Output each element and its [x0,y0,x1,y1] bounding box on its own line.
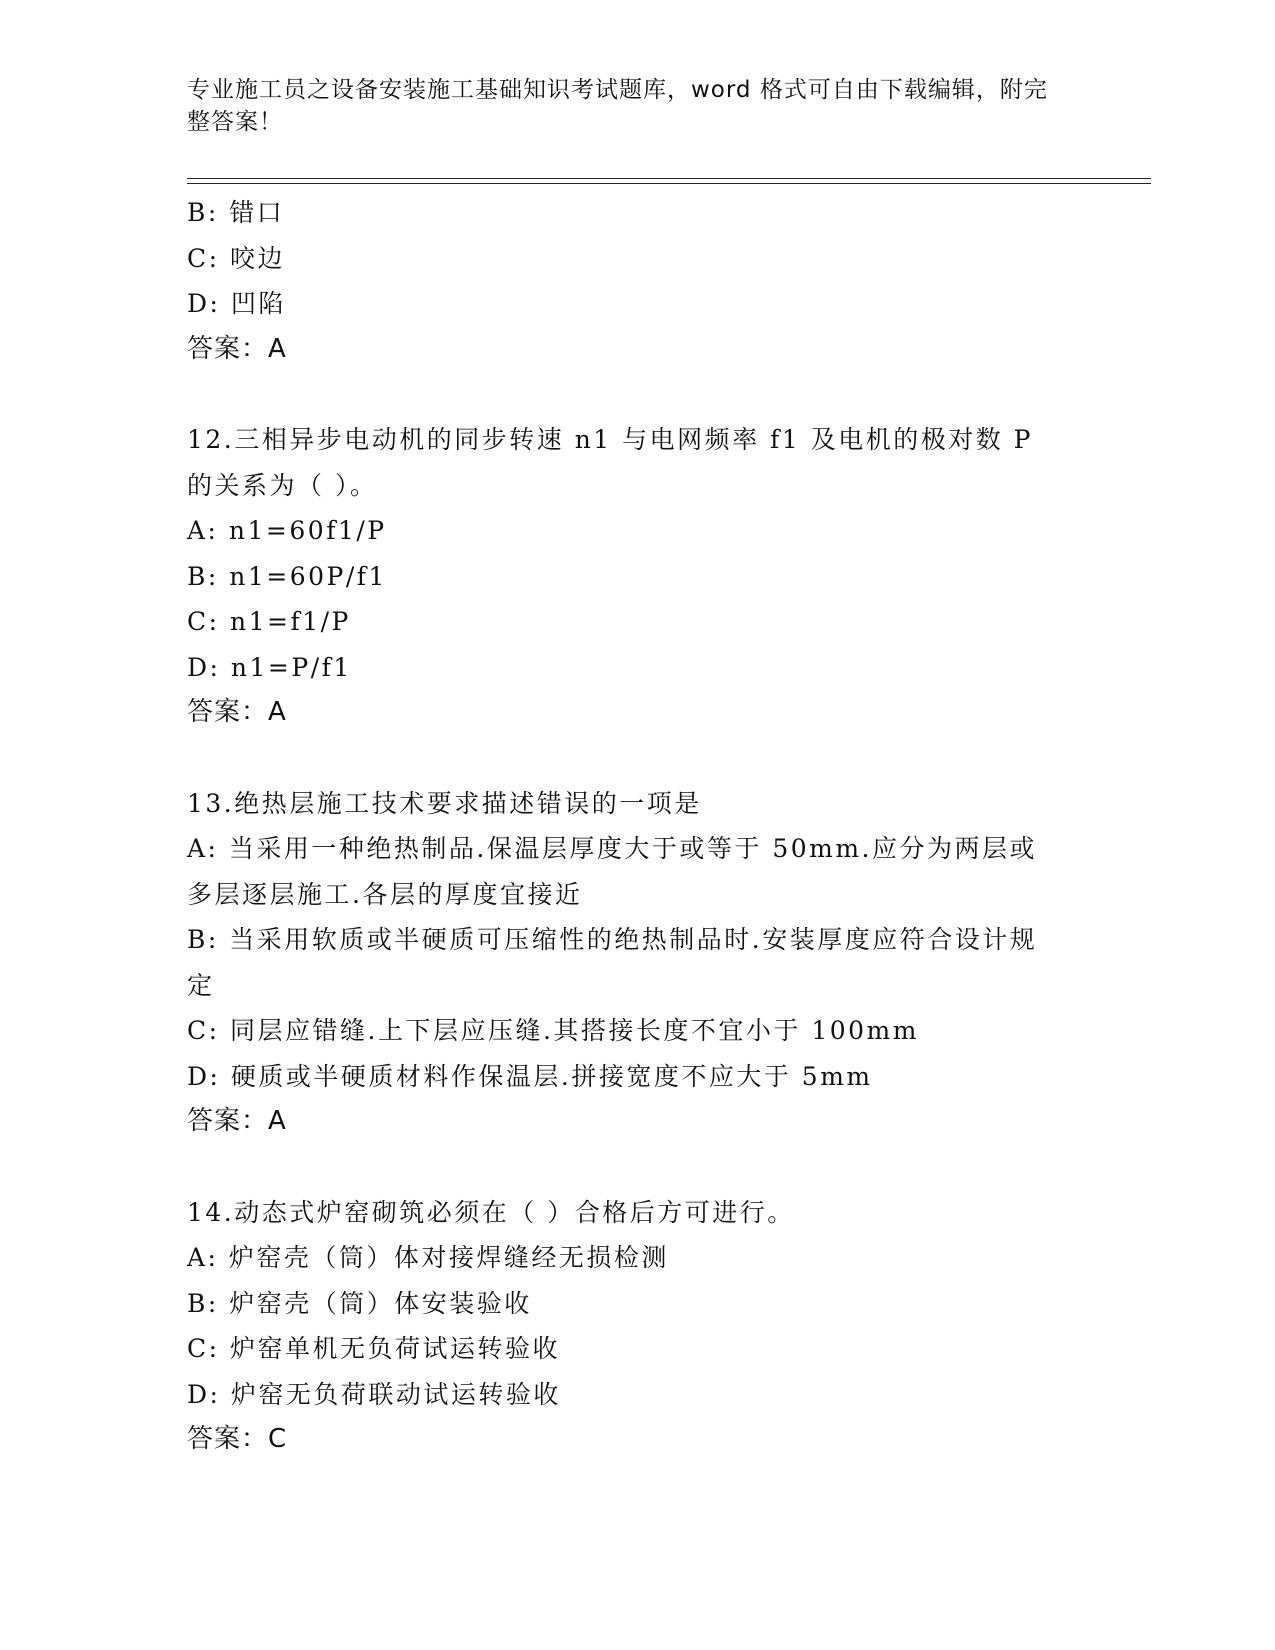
option-b: B: n1=60P/f1 [187,561,387,591]
document-header: 专业施工员之设备安装施工基础知识考试题库，word 格式可自由下载编辑，附完整答案！ [187,77,1048,135]
answer: 答案：A [187,333,287,364]
answer: 答案：C [187,1424,288,1454]
option-c: C: 咬边 [187,243,285,273]
question-text: 12.三相异步电动机的同步转速 n1 与电网频率 f1 及电机的极对数 P 的关系为（ ）。 [187,425,1033,500]
option-a: A: 当采用一种绝热制品.保温层厚度大于或等于 50mm.应分为两层或多层逐层施工.各层的厚度宜接近 [187,834,1037,909]
question-list [187,190,1087,1463]
answer: 答案：A [187,1106,287,1136]
option-d: D: 硬质或半硬质材料作保温层.拼接宽度不应大于 5mm [187,1061,873,1091]
option-a: A: n1=60f1/P [187,516,387,545]
option-d: D: 凹陷 [187,289,286,318]
option-a: A: 炉窑壳（筒）体对接焊缝经无损检测 [187,1243,669,1272]
answer: 答案：A [187,697,287,727]
option-c: C: 炉窑单机无负荷试运转验收 [187,1334,560,1363]
option-c: C: n1=f1/P [187,607,351,636]
header-rule-top [187,178,1151,179]
question-text: 14.动态式炉窑砌筑必须在（ ）合格后方可进行。 [187,1197,795,1227]
question-13 [187,781,1087,1145]
option-d: D: n1=P/f1 [187,652,352,682]
header-rule-bottom [187,183,1151,184]
question-text: 13.绝热层施工技术要求描述错误的一项是 [187,788,702,818]
option-d: D: 炉窑无负荷联动试运转验收 [187,1379,561,1409]
option-b: B: 当采用软质或半硬质可压缩性的绝热制品时.安装厚度应符合设计规定 [187,925,1038,1000]
option-c: C: 同层应错缝.上下层应压缝.其搭接长度不宜小于 100mm [187,1016,919,1045]
question-14 [187,1190,1087,1463]
option-b: B: 炉窑壳（筒）体安装验收 [187,1288,532,1318]
option-b: B: 错口 [187,198,285,227]
question-11-continuation [187,190,1087,372]
question-12 [187,417,1087,736]
